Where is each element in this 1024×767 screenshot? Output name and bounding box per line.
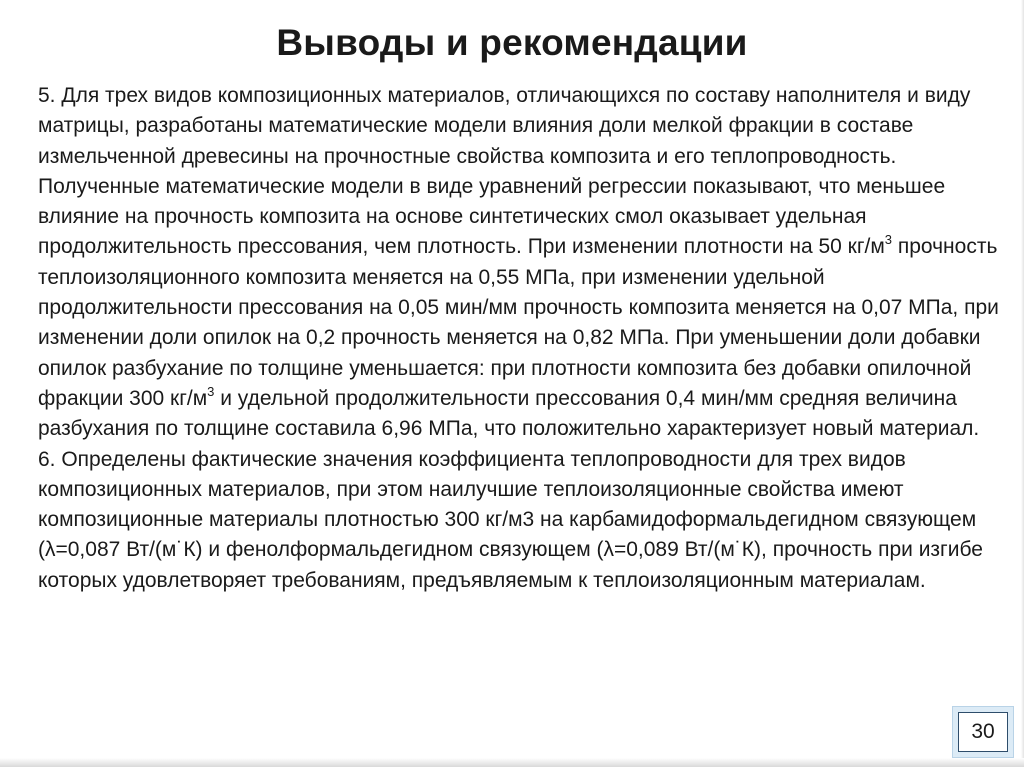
paragraph-5-part-c: и удельной продолжительности прессования 0,4 мин/мм средняя величина разбухания по толщине составила 6,96 МПа, что положительно характеризует новый материал. — [38, 386, 980, 441]
slide-body — [38, 81, 1000, 596]
page-number: 30 — [958, 712, 1008, 752]
page-number-badge — [952, 706, 1014, 758]
paragraph-5 — [38, 81, 1000, 445]
slide-bottom-shadow — [0, 758, 1024, 767]
slide-title: Выводы и рекомендации — [276, 22, 748, 63]
paragraph-6: 6. Определены фактические значения коэффициента теплопроводности для трех видов композиционных материалов, при этом наилучшие теплоизоляционные свойства имеют композиционные материалы плотностью 300 кг/м3 на карбамидоформальдегидном связующем (λ=0,087 Вт/(м˙К) и фенолформальдегидном связующем (λ=0,089 Вт/(м˙К), прочность при изгибе которых удовлетворяет требованиям, предъявляемым к теплоизоляционным материалам. — [38, 447, 983, 592]
paragraph-5-part-b: прочность теплоизоляционного композита меняется на 0,55 МПа, при изменении удельной продолжительности прессования на 0,05 мин/мм прочность композита меняется на 0,07 МПа, при изменении доли опилок на 0,2 прочность меняется на 0,82 МПа. При уменьшении доли добавки опилок разбухание по толщине уменьшается: при плотности композита без добавки опилочной фракции 300 кг/м — [38, 235, 999, 410]
superscript-cubic-1: 3 — [884, 232, 893, 248]
superscript-cubic-2: 3 — [207, 383, 215, 399]
paragraph-5-part-a: 5. Для трех видов композиционных материалов, отличающихся по составу наполнителя и виду матрицы, разработаны математические модели влияния доли мелкой фракции в составе измельченной древесины на прочностные свойства композита и его теплопроводность. Полученные математические модели в виде уравнений регрессии показывают, что меньшее влияние на прочность композита на основе синтетических смол оказывает удельная продолжительность прессования, чем плотность. При изменении плотности на 50 кг/м — [38, 84, 971, 259]
